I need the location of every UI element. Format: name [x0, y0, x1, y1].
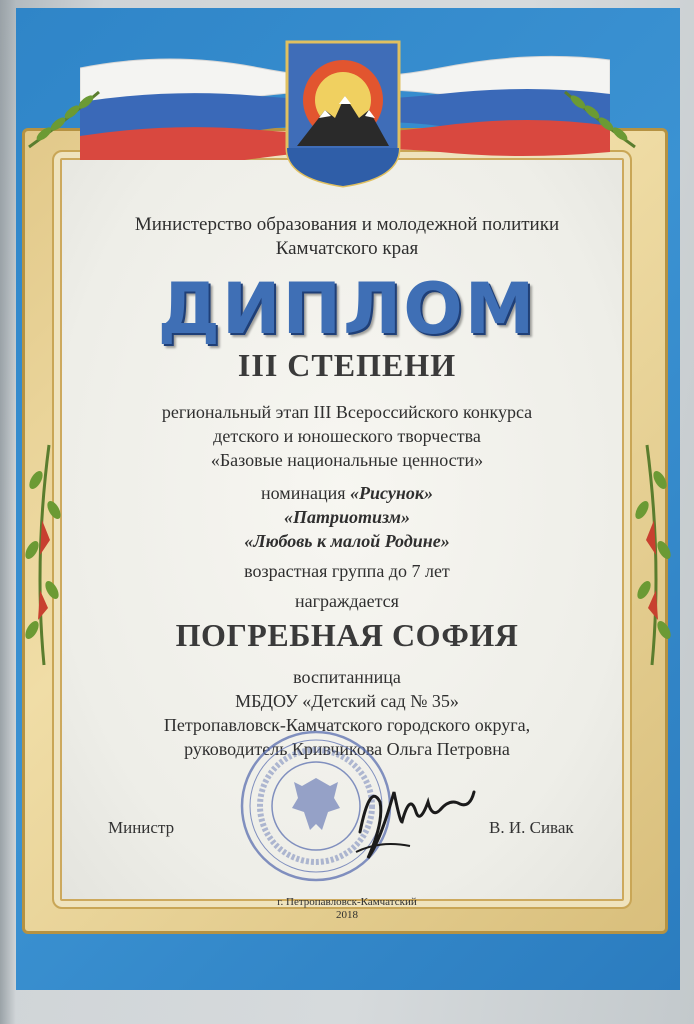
laurel-branch-icon [24, 82, 104, 152]
nomination-block [60, 481, 634, 553]
pupil-line-3: Петропавловск-Камчатского городского округа, [163, 715, 531, 735]
ministry-heading [60, 213, 634, 261]
nomination-line [60, 481, 634, 505]
topic-2: «Любовь к малой Родине» [244, 531, 450, 551]
city-name: г. Петропавловск-Камчатский [277, 896, 417, 908]
nomination-value: «Рисунок» [350, 483, 433, 503]
ministry-line-2: Камчатского края [275, 238, 419, 259]
winner-name: ПОГРЕБНАЯ СОФИЯ [175, 617, 519, 653]
contest-description [60, 400, 634, 472]
contest-line-3: «Базовые национальные ценности» [210, 450, 484, 470]
diploma-title: ДИПЛОМ [157, 268, 537, 350]
ministry-line-1: Министерство образования и молодежной политики [134, 214, 560, 235]
contest-line-1: региональный этап III Всероссийского конкурса [161, 402, 533, 422]
pupil-line-1: воспитанница [293, 667, 401, 687]
issue-place [60, 896, 634, 922]
diploma-degree: III СТЕПЕНИ [237, 347, 457, 383]
nomination-label: номинация [261, 483, 350, 503]
age-group: возрастная группа до 7 лет [244, 561, 450, 581]
handwritten-signature-icon [350, 762, 480, 872]
contest-line-2: детского и юношеского творчества [213, 426, 481, 446]
pupil-line-4: руководитель Кривчикова Ольга Петровна [184, 739, 510, 759]
issue-year: 2018 [336, 909, 358, 921]
pupil-line-2: МБДОУ «Детский сад № 35» [235, 691, 459, 711]
awarded-label: награждается [295, 591, 399, 611]
minister-label: Министр [108, 818, 175, 837]
laurel-branch-icon [560, 82, 640, 152]
topic-1: «Патриотизм» [284, 507, 410, 527]
minister-name: В. И. Сивак [489, 818, 574, 837]
kamchatka-coat-of-arms-icon [283, 38, 403, 188]
